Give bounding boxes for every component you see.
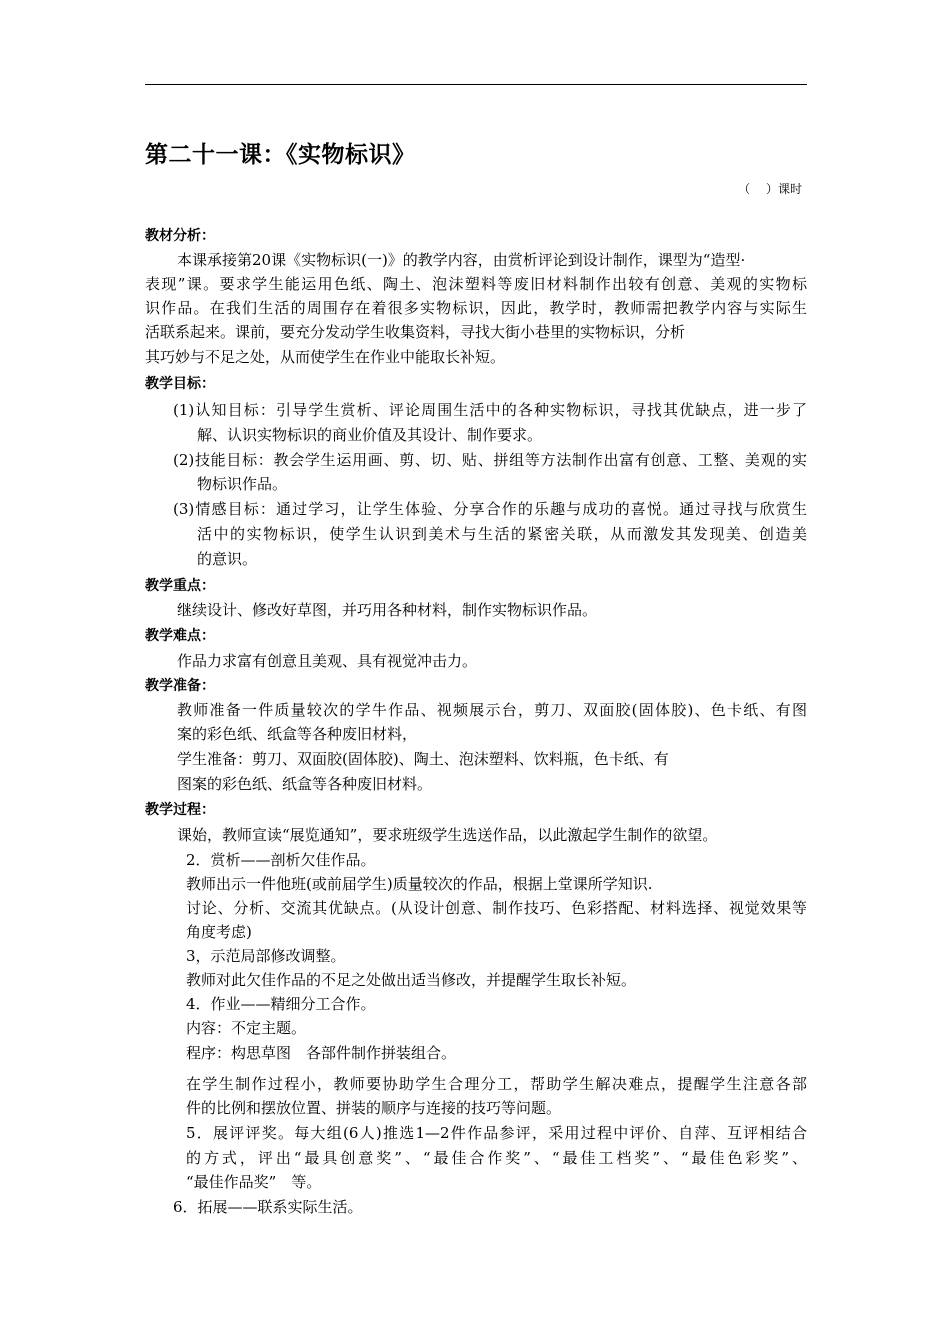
process-line: 在学生制作过程小，教师要协助学生合理分工，帮助学生解决难点，提醒学生注意各部 [186, 1075, 807, 1093]
process-line: 内容：不定主题。 [186, 1019, 307, 1037]
analysis-line: 其巧妙与不足之处，从而使学生在作业中能取长补短。 [145, 348, 506, 366]
analysis-line: 本课承接第20课《实物标识(一)》的教学内容，由赏析评论到设计制作，课型为“造型· [177, 251, 746, 269]
analysis-line: 识作品。在我们生活的周围存在着很多实物标识，因此，教学时，教师需把教学内容与实际生 [145, 299, 807, 317]
preparation-line: 学生准备：剪刀、双面胶(固体胶)、陶土、泡沫塑料、饮料瓶，色卡纸、有 [177, 750, 669, 768]
page-title: 第二十一课：《实物标识》 [145, 142, 416, 168]
process-line: 3，示范局部修改调整。 [186, 947, 346, 965]
process-line: 程序：构思草图 各部件制作拼装组合。 [186, 1044, 457, 1062]
analysis-line: 活联系起来。课前，要充分发动学生收集资料，寻找大街小巷里的实物标识，分析 [145, 323, 686, 341]
key-point-line: 继续设计、修改好草图，并巧用各种材料，制作实物标识作品。 [177, 601, 598, 619]
process-line: 6．拓展——联系实际生活。 [173, 1198, 363, 1216]
analysis-heading: 教材分析： [145, 228, 215, 244]
objective-line: (1)认知目标：引导学生赏析、评论周围生活中的各种实物标识，寻找其优缺点，进一步了 [173, 401, 807, 419]
header-rule [145, 84, 807, 85]
objective-line: (3)情感目标：通过学习，让学生体验、分享合作的乐趣与成功的喜悦。通过寻找与欣赏生 [173, 500, 807, 518]
process-heading: 教学过程： [145, 802, 215, 818]
objective-line: 活中的实物标识，使学生认识到美术与生活的紧密关联，从而激发其发现美、创造美 [197, 525, 807, 543]
key-points-heading: 教学重点： [145, 578, 215, 594]
process-line: 4．作业——精细分工合作。 [186, 995, 376, 1013]
difficulties-heading: 教学难点： [145, 628, 215, 644]
objective-line: 解、认识实物标识的商业价值及其设计、制作要求。 [197, 426, 543, 444]
process-line: 课始，教师宣读“展览通知”，要求班级学生选送作品，以此激起学生制作的欲望。 [177, 826, 718, 844]
objectives-heading: 教学目标： [145, 376, 215, 392]
process-line: 讨论、分析、交流其优缺点。(从设计创意、制作技巧、色彩搭配、材料选择、视觉效果等 [186, 899, 807, 917]
preparation-line: 图案的彩色纸、纸盒等各种废旧材料。 [177, 775, 433, 793]
objective-line: 的意识。 [197, 550, 258, 568]
difficulty-line: 作品力求富有创意且美观、具有视觉冲击力。 [177, 652, 478, 670]
process-line: 2．赏析——剖析欠佳作品。 [186, 851, 376, 869]
process-line: 5．展评评奖。每大组(6人)推选1—2件作品参评，采用过程中评价、自萍、互评相结合 [186, 1124, 807, 1142]
analysis-line: 表现”课。要求学生能运用色纸、陶土、泡沫塑料等废旧材料制作出较有创意、美观的实物标 [145, 275, 807, 293]
process-line: 教师出示一件他班(或前届学生)质量较次的作品，根据上堂课所学知识. [186, 875, 653, 893]
process-line: 角度考虑) [186, 923, 252, 941]
process-line: 件的比例和摆放位置、拼装的顺序与连接的技巧等问题。 [186, 1099, 562, 1117]
objective-line: 物标识作品。 [197, 475, 288, 493]
class-period-label: （ ）课时 [738, 182, 802, 196]
objective-line: (2)技能目标：教会学生运用画、剪、切、贴、拼组等方法制作出富有创意、工整、美观的实 [173, 451, 807, 469]
preparation-line: 案的彩色纸、纸盒等各种废旧材料， [177, 725, 418, 743]
process-line: 的方式，评出“最具创意奖”、“最佳合作奖”、“最佳工档奖”、“最佳色彩奖”、 [186, 1149, 807, 1167]
process-line: 教师对此欠佳作品的不足之处做出适当修改，并提醒学生取长补短。 [186, 971, 637, 989]
preparation-heading: 教学准备： [145, 678, 215, 694]
preparation-line: 教师准备一件质量较次的学牛作品、视频展示台，剪刀、双面胶(固体胶)、色卡纸、有图 [177, 701, 807, 719]
process-line: “最佳作品奖” 等。 [186, 1173, 322, 1191]
